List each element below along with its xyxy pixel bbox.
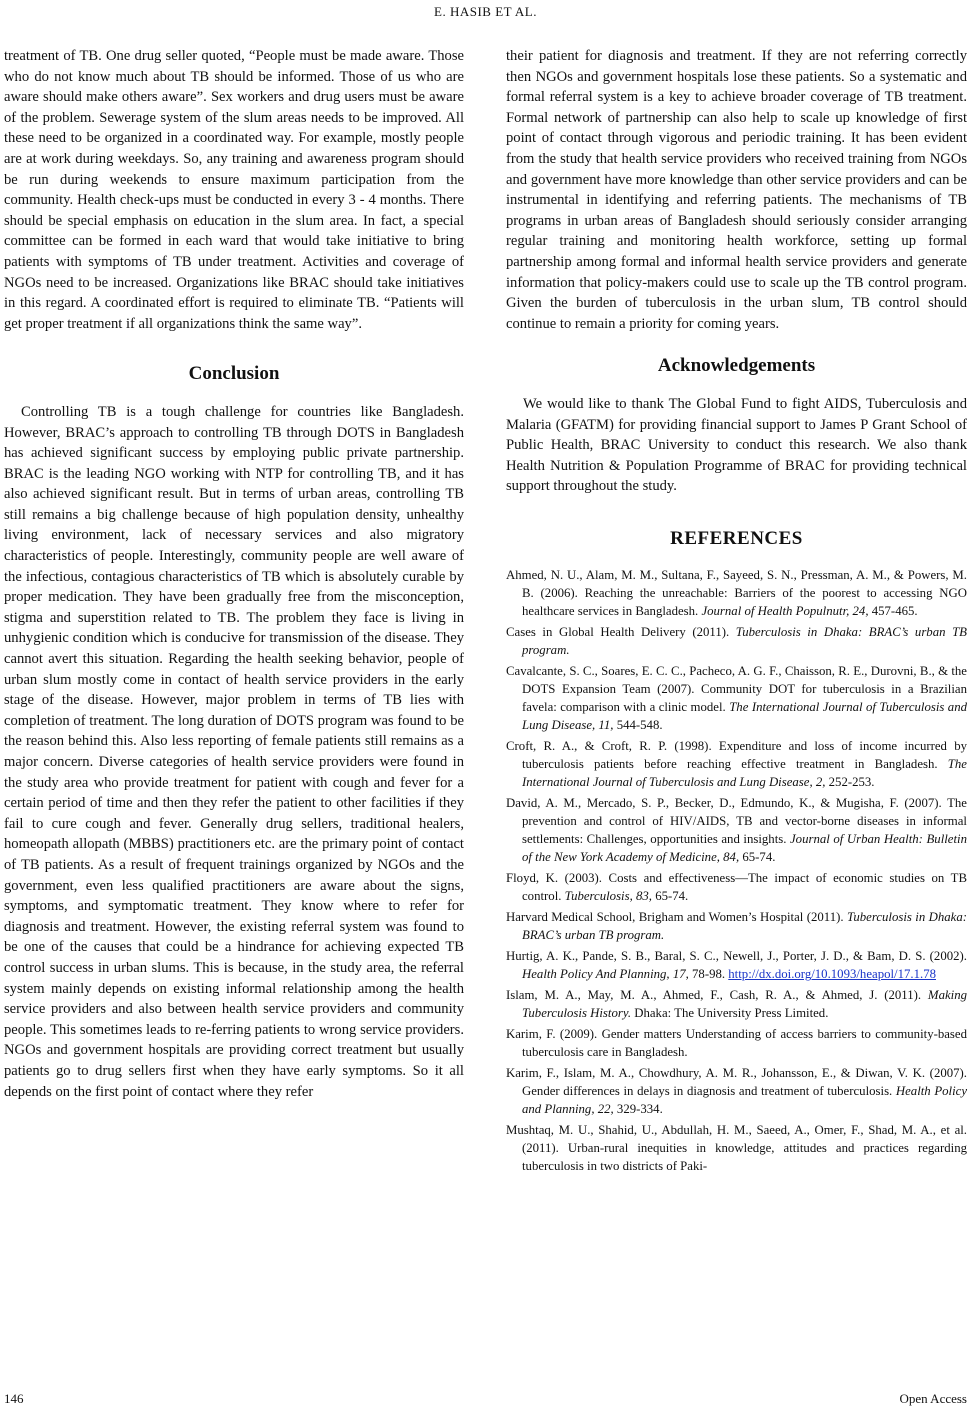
reference-item: Ahmed, N. U., Alam, M. M., Sultana, F., Sayeed, S. N., Pressman, A. M., & Powers, M. B. (2006). Reaching the unreachable: Barriers of the poorest to accessing NGO healthcare services in Bangladesh. Journal of Health Populnutr, 24, 457-465.: [506, 568, 967, 619]
open-access-label: Open Access: [899, 1391, 967, 1406]
reference-item: Mushtaq, M. U., Shahid, U., Abdullah, H. M., Saeed, A., Omer, F., Shad, M. A., et al. (2011). Urban-rural inequities in knowledge, attitudes and practices regarding tuberculosis in two districts of Paki-: [506, 1123, 967, 1174]
references-heading: REFERENCES: [670, 527, 803, 549]
reference-list: [506, 566, 967, 1175]
doi-link[interactable]: http://dx.doi.org/10.1093/heapol/17.1.78: [728, 967, 936, 982]
reference-item: David, A. M., Mercado, S. P., Becker, D., Edmundo, K., & Mugisha, F. (2007). The prevention and control of HIV/AIDS, TB and vector-borne diseases in informal settlements: Challenges, opportunities and insights. Journal of Urban Health: Bulletin of the New York Academy of Medicine, 84, 65-74.: [506, 796, 967, 865]
page-number: 146: [4, 1391, 24, 1406]
reference-item: Karim, F. (2009). Gender matters Understanding of access barriers to community-based tuberculosis care in Bangladesh.: [506, 1027, 967, 1060]
acknowledgements-paragraph: We would like to thank The Global Fund to fight AIDS, Tuberculosis and Malaria (GFATM) for providing financial support to James P Grant School of Public Health, BRAC University to conduct this research. We also thank Health Nutrition & Population Programme of BRAC for providing technical support throughout the study.: [506, 395, 967, 495]
reference-item: Karim, F., Islam, M. A., Chowdhury, A. M. R., Johansson, E., & Diwan, V. K. (2007). Gender differences in delays in diagnosis and treatment of tuberculosis. Health Policy and Planning, 22, 329-334.: [506, 1066, 968, 1117]
reference-item: Floyd, K. (2003). Costs and effectiveness—The impact of economic studies on TB control. Tuberculosis, 83, 65-74.: [506, 871, 967, 904]
reference-item: Hurtig, A. K., Pande, S. B., Baral, S. C., Newell, J., Porter, J. D., & Bam, D. S. (2002). Health Policy And Planning, 17, 78-98. http://dx.doi.org/10.1093/heapol/17.1.78: [506, 949, 967, 982]
reference-item: Harvard Medical School, Brigham and Women’s Hospital (2011). Tuberculosis in Dhaka: BRAC’s urban TB program.: [506, 910, 967, 943]
right-column: [506, 46, 967, 1178]
body-paragraph: treatment of TB. One drug seller quoted, “People must be made aware. Those who do not know much about TB should be informed. Those of us who are aware should make others aware”. Sex workers and drug users must be aware of the problem. Sewerage system of the slum areas needs to be improved. All these need to be organized in a coordinated way. For example, mostly people are at work during weekdays. So, any training and awareness program should be run during weekends to ensure maximum participation from the community. Health check-ups must be conducted in every 3 - 4 months. There should be special emphasis on education in the slum area. In fact, a special committee can be formed in each ward that would take initiative to bring patients with symptoms of TB under treatment. Activities and coverage of NGOs need to be increased. Organizations like BRAC should take initiatives in this regard. A coordinated effort is required to eliminate TB. “Patients will get proper treatment if all organizations think the same way”.: [4, 48, 464, 332]
left-column: [4, 46, 464, 1102]
running-header: E. HASIB ET AL.: [434, 4, 537, 19]
acknowledgements-heading: Acknowledgements: [657, 355, 816, 377]
reference-item: Croft, R. A., & Croft, R. P. (1998). Expenditure and loss of income incurred by tuberculosis patients before reaching effective treatment in Bangladesh. The International Journal of Tuberculosis and Lung Disease, 2, 252-253.: [506, 739, 967, 790]
body-paragraph: their patient for diagnosis and treatment. If they are not referring correctly then NGOs and government hospitals lose these patients. So a systematic and formal referral system is a key to achieve broader coverage of TB treatment. Formal network of partnership can also help to scale up knowledge of first point of contact through vigorous and periodic training. It has been evident from the study that health service providers who received training from NGOs and government have more knowledge than other service providers and can be instrumental in identifying and referring patients. The mechanisms of TB programs in urban areas of Bangladesh should seriously consider arranging regular training and monitoring health workforce, setting up formal partnership among formal and informal health service providers and generate information that policy-makers could use to scale up the TB control program. Given the burden of tuberculosis in the urban slum, TB control should continue to remain a priority for coming years.: [506, 48, 967, 332]
reference-item: Cases in Global Health Delivery (2011). Tuberculosis in Dhaka: BRAC’s urban TB program.: [506, 625, 968, 658]
conclusion-heading: Conclusion: [188, 363, 280, 385]
reference-item: Cavalcante, S. C., Soares, E. C. C., Pacheco, A. G. F., Chaisson, R. E., Durovni, B., & the DOTS Expansion Team (2007). Community DOT for tuberculosis in a Brazilian favela: comparison with a clinic model. The International Journal of Tuberculosis and Lung Disease, 11, 544-548.: [506, 664, 967, 733]
reference-item: Islam, M. A., May, M. A., Ahmed, F., Cash, R. A., & Ahmed, J. (2011). Making Tuberculosis History. Dhaka: The University Press Limited.: [506, 988, 967, 1021]
conclusion-paragraph: Controlling TB is a tough challenge for countries like Bangladesh. However, BRAC’s approach to controlling TB through DOTS in Bangladesh has achieved significant success by employing public private partnership. BRAC is the leading NGO working with NTP for controlling TB, and it has also achieved significant result. But in terms of urban areas, controlling TB still remains a big challenge because of high population density, unhealthy living environment, lack of necessary services and also migratory characteristics of people. Interestingly, community people are well aware of the infectious, contagious characteristics of TB which is absolutely curable by proper medication. They have been gradually free from the misconception, stigma and superstition related to TB. The problem they face is living in unhygienic condition which is conducive for transmission of the disease. They cannot avert this situation. Regarding the health seeking behavior, people of urban slum mostly come in contact of health service providers in the early stage of the disease. However, major problem in terms of TB lies with completion of treatment. The long duration of DOTS program was found to be the reason behind this. Also less reporting of female patients still remains as a major concern. Diverse categories of health service providers were found in the study area who provide treatment for patient with cough and fever for a certain period of time and then they refer the patient to other facilities if they fail to cure cough and fever. Generally drug sellers, traditional healers, homeopath allopath (MBBS) practitioners etc. are the primary point of contact of TB patients. As a result of frequent trainings organized by NGOs and the government, even less qualified practitioners are aware about the signs, symptoms, and symptomatic treatment. They know where to refer for diagnosis and treatment. However, the existing referral system was found to be one of the causes that could be a hindrance for achieving expected TB control success in urban slums. This is because, in the study area, the referral system mainly depends on existing informal relationship among the health service providers and also between health service providers and community people. This sometimes leads to re-ferring patients to wrong service providers. NGOs and government hospitals are providing correct treatment but usually patients go to drug sellers first when they have early symptoms. So it all depends on the first point of contact where they refer: [4, 403, 464, 1100]
